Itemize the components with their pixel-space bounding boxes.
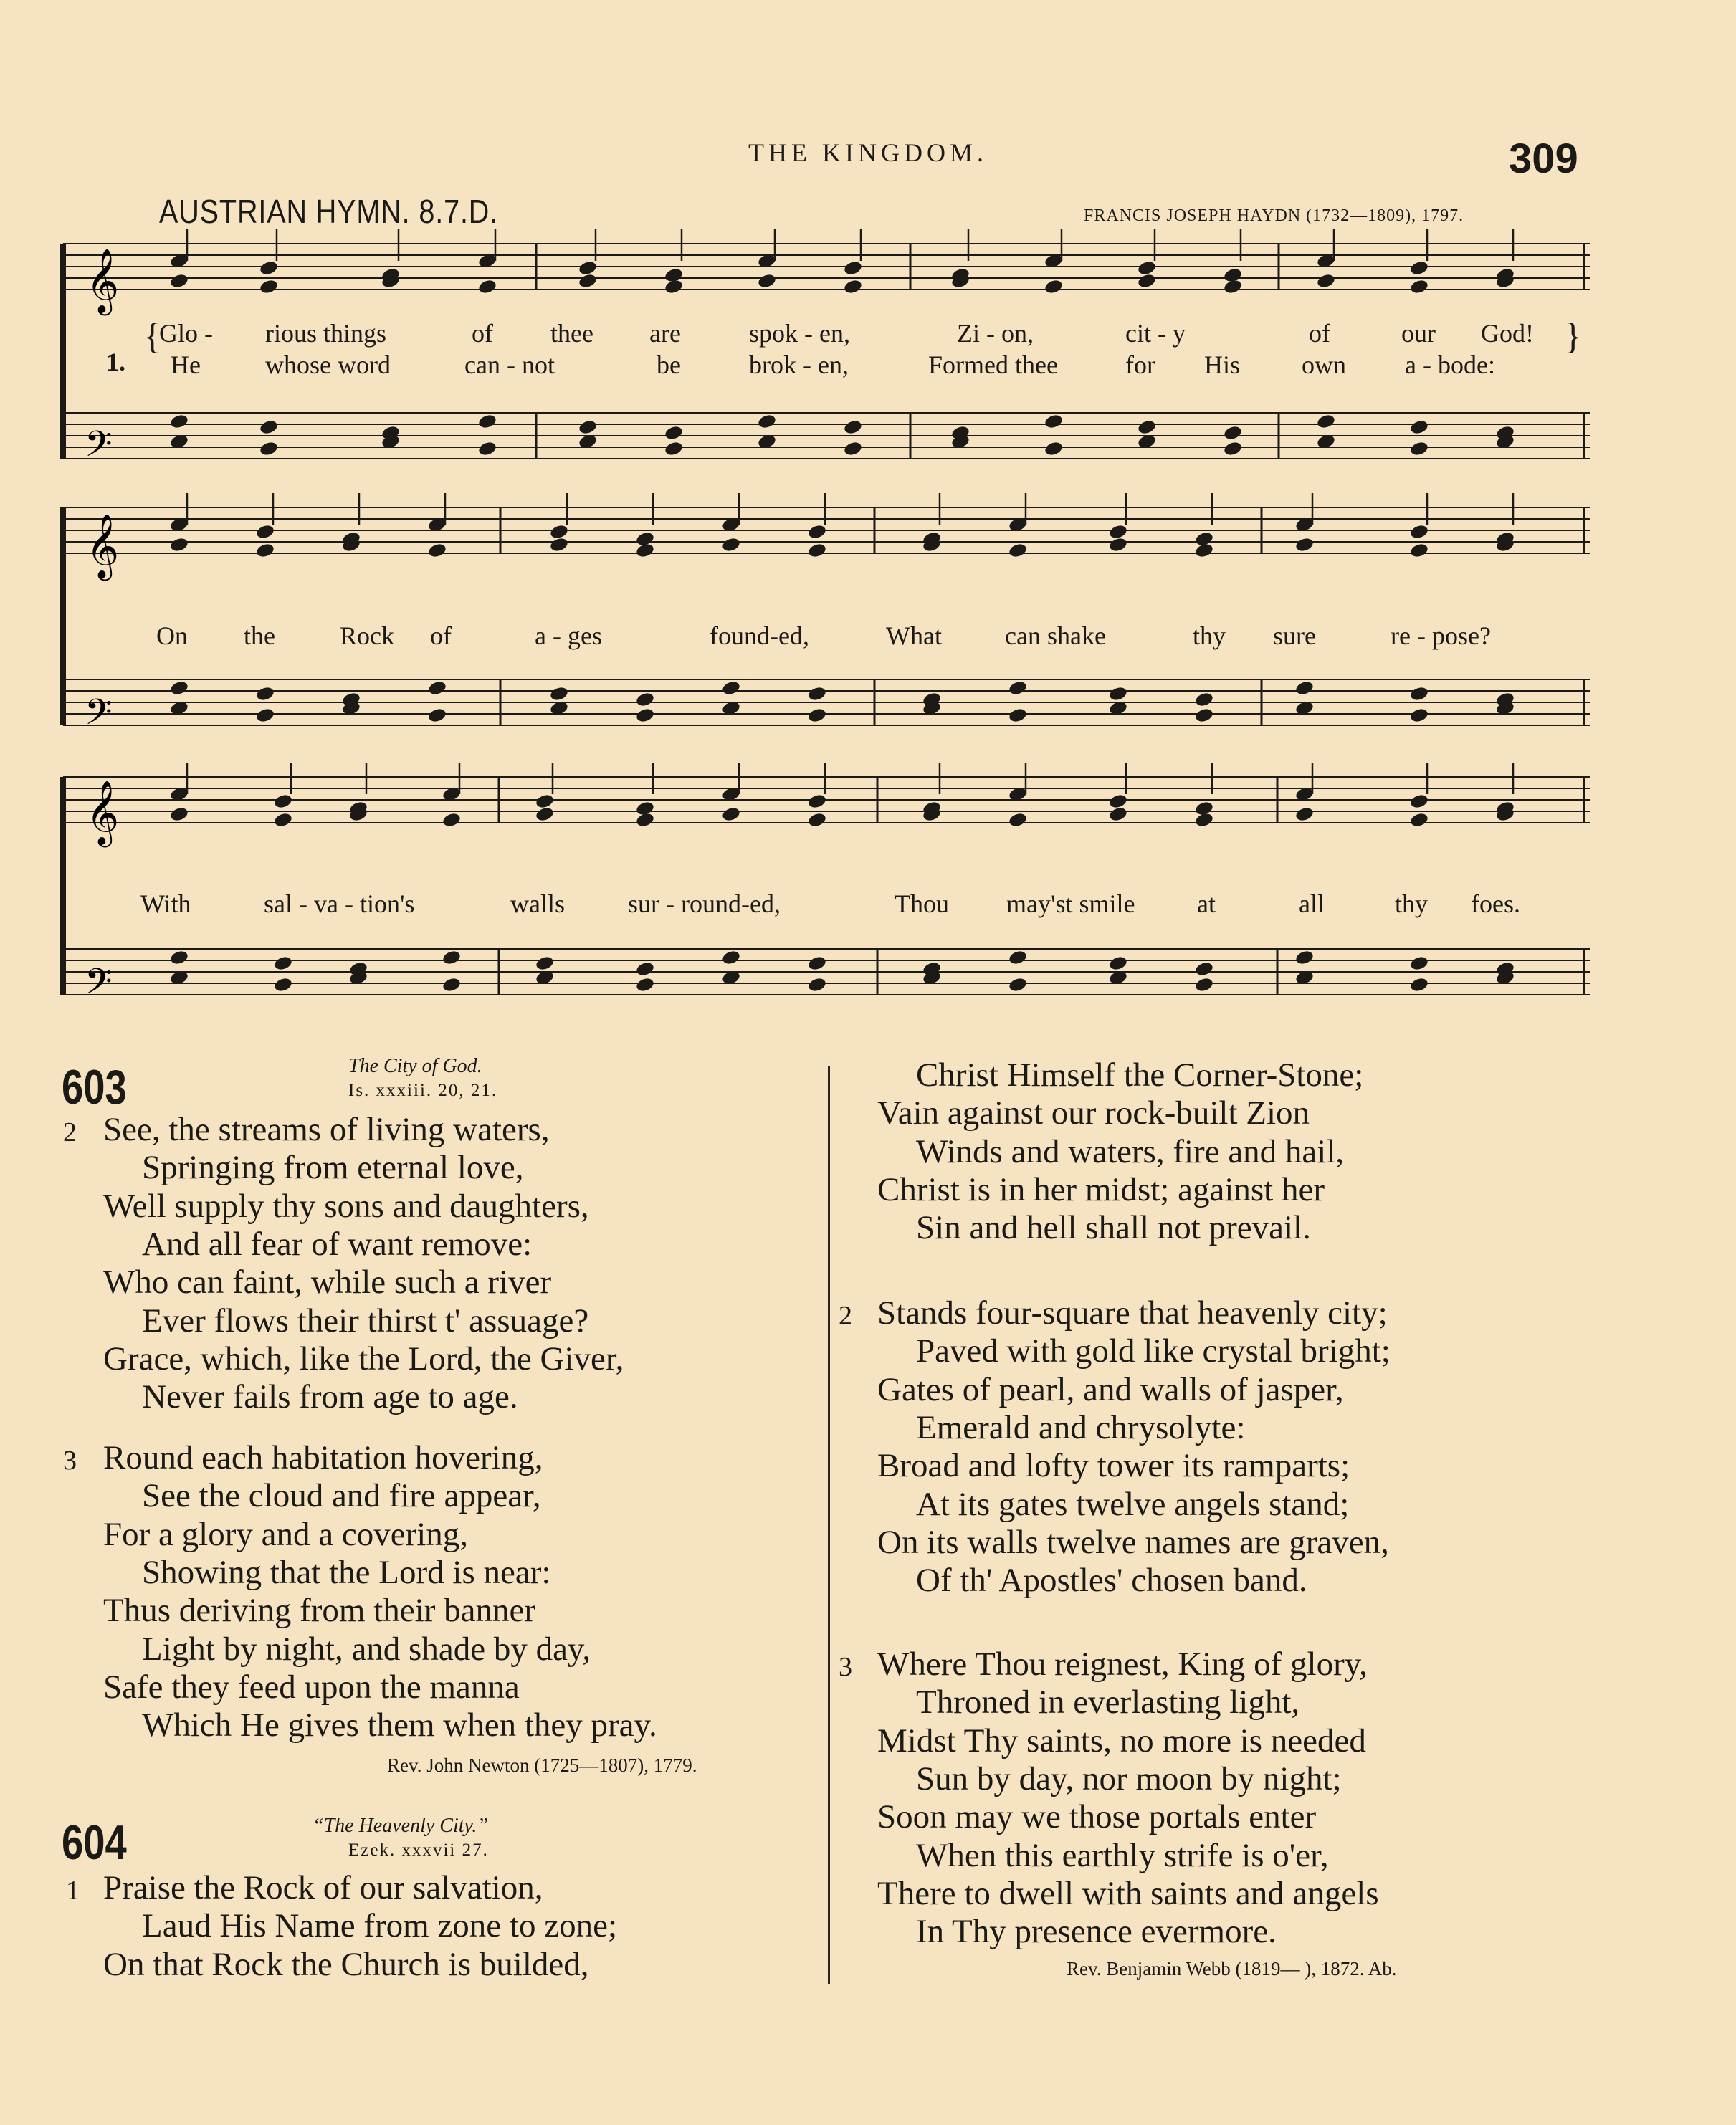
note-head: [535, 955, 555, 971]
page-number: 309: [1509, 135, 1578, 182]
verse-line: Throned in everlasting light,: [916, 1684, 1300, 1722]
hymn-title: The City of God.: [348, 1055, 482, 1077]
lyric-syllable: thy: [1193, 621, 1226, 650]
note-head: [1108, 806, 1128, 822]
note-head: [807, 542, 827, 558]
note-head: [442, 949, 462, 965]
note-head: [477, 278, 497, 295]
note-head: [1108, 536, 1128, 553]
verse-line: Emerald and chrysolyte:: [916, 1408, 1246, 1446]
lyric-syllable: On: [156, 621, 188, 650]
note-head: [635, 542, 655, 558]
note-head: [1409, 955, 1429, 971]
note-head: [1044, 413, 1064, 429]
composer-credit: FRANCIS JOSEPH HAYDN (1732—1809), 1797.: [1084, 206, 1464, 225]
lyric-syllable: of: [430, 621, 452, 650]
note-head: [807, 811, 827, 828]
note-head: [1294, 949, 1315, 965]
lyric-syllable: of: [1309, 319, 1330, 348]
verse-line: Christ Himself the Corner-Stone;: [916, 1056, 1364, 1094]
lyric-syllable: all: [1299, 889, 1325, 918]
note-head: [1409, 440, 1429, 457]
note-head: [169, 806, 189, 822]
verse-line: Laud His Name from zone to zone;: [142, 1907, 618, 1945]
note-head: [635, 691, 655, 707]
note-head: [721, 949, 741, 965]
note-head: [807, 793, 827, 809]
bass-clef-icon: 𝄢: [85, 961, 113, 1011]
note-head: [549, 536, 569, 553]
system-bracket: [60, 777, 66, 995]
note-head: [273, 811, 293, 828]
lyric-syllable: His: [1204, 350, 1241, 379]
verse-line: Safe they feed upon the manna: [103, 1668, 520, 1706]
note-head: [549, 523, 569, 540]
note-head: [807, 955, 827, 971]
note-head: [442, 976, 462, 993]
note-head: [721, 679, 741, 696]
note-head: [1194, 976, 1214, 993]
note-head: [843, 259, 863, 276]
note-head: [635, 960, 655, 977]
verse-line: Vain against our rock-built Zion: [877, 1094, 1310, 1132]
verse-line: Springing from eternal love,: [142, 1149, 524, 1187]
note-head: [1008, 707, 1028, 723]
note-head: [1044, 278, 1064, 295]
lyric-syllable: He: [171, 350, 201, 379]
lyric-syllable: cit - y: [1125, 319, 1186, 348]
verse-line: Midst Thy saints, no more is needed: [877, 1722, 1366, 1759]
note-head: [1316, 413, 1336, 429]
note-head: [1409, 523, 1429, 540]
note-head: [1409, 259, 1429, 276]
verse-line: On that Rock the Church is builded,: [103, 1945, 589, 1983]
verse-line: Christ is in her midst; against her: [877, 1170, 1325, 1208]
lyric-syllable: brok - en,: [749, 350, 849, 379]
note-head: [578, 272, 598, 289]
lyric-syllable: walls: [510, 889, 565, 918]
note-head: [664, 424, 684, 441]
lyric-syllable: can - not: [464, 350, 555, 379]
scripture-reference: Ezek. xxxvii 27.: [348, 1840, 489, 1860]
note-head: [721, 806, 741, 822]
note-head: [259, 440, 279, 457]
lyric-syllable: a - bode:: [1405, 350, 1495, 379]
lyric-syllable: sal - va - tion's: [264, 889, 415, 918]
note-head: [1223, 440, 1243, 457]
note-head: [1137, 259, 1157, 276]
verse-line: Paved with gold like crystal bright;: [916, 1332, 1391, 1370]
lyric-syllable: Glo -: [159, 319, 213, 348]
verse-line: In Thy presence evermore.: [916, 1913, 1277, 1951]
note-head: [442, 811, 462, 828]
note-head: [1294, 679, 1315, 696]
verse-line: Light by night, and shade by day,: [142, 1630, 591, 1668]
scripture-reference: Is. xxxiii. 20, 21.: [348, 1081, 498, 1100]
note-head: [1294, 536, 1315, 553]
verse-number: 2: [839, 1301, 852, 1331]
note-head: [477, 440, 497, 457]
note-head: [1409, 793, 1429, 809]
note-head: [807, 707, 827, 723]
note-head: [259, 278, 279, 295]
lyric-syllable: may'st smile: [1006, 889, 1135, 918]
note-head: [427, 679, 447, 696]
note-head: [169, 949, 189, 965]
verse-line: Sin and hell shall not prevail.: [916, 1209, 1311, 1247]
note-head: [273, 793, 293, 809]
verse-line: Grace, which, like the Lord, the Giver,: [103, 1340, 624, 1377]
lyric-syllable: the: [244, 621, 275, 650]
lyric-syllable: thy: [1395, 889, 1429, 918]
lyric-syllable: whose word: [265, 350, 391, 379]
note-head: [1194, 960, 1214, 977]
note-head: [255, 707, 275, 723]
note-head: [578, 419, 598, 435]
note-head: [1044, 440, 1064, 457]
verse-line: Gates of pearl, and walls of jasper,: [877, 1370, 1344, 1408]
hymn-number: 603: [62, 1060, 127, 1114]
note-head: [1008, 976, 1028, 993]
note-head: [259, 259, 279, 276]
verse-line: And all fear of want remove:: [142, 1225, 533, 1263]
verse-line: There to dwell with saints and angels: [877, 1874, 1379, 1912]
music-verse-number: 1.: [106, 348, 125, 376]
system-bracket: [60, 507, 66, 725]
note-head: [1409, 542, 1429, 558]
verse-line: See, the streams of living waters,: [103, 1111, 550, 1148]
system-bracket: [60, 244, 66, 459]
note-head: [477, 413, 497, 429]
note-head: [427, 707, 447, 723]
lyric-syllable: What: [886, 621, 942, 650]
note-head: [535, 806, 555, 822]
lyric-syllable: are: [649, 319, 681, 348]
treble-clef-icon: 𝄞: [86, 780, 120, 845]
note-head: [843, 419, 863, 435]
verse-line: Who can faint, while such a river: [103, 1264, 552, 1302]
note-head: [1409, 707, 1429, 723]
note-head: [1294, 806, 1315, 822]
verse-line: Ever flows their thirst t' assuage?: [142, 1302, 589, 1340]
lyric-syllable: for: [1125, 350, 1155, 379]
verse-line: At its gates twelve angels stand;: [916, 1485, 1350, 1523]
verse-line: Showing that the Lord is near:: [142, 1553, 551, 1591]
lyric-syllable: foes.: [1471, 889, 1520, 918]
verse-line: See the cloud and fire appear,: [142, 1477, 541, 1515]
note-head: [757, 413, 777, 429]
note-head: [255, 523, 275, 540]
lyric-syllable: at: [1197, 889, 1216, 918]
note-head: [1194, 707, 1214, 723]
lyric-syllable: sur - round-ed,: [628, 889, 781, 918]
note-head: [259, 419, 279, 435]
note-head: [1409, 811, 1429, 828]
column-divider: [828, 1066, 830, 1984]
note-head: [1008, 949, 1028, 965]
note-head: [1108, 685, 1128, 702]
hymn-attribution: Rev. John Newton (1725—1807), 1779.: [387, 1754, 697, 1776]
note-head: [427, 542, 447, 558]
lyric-syllable: Zi - on,: [957, 319, 1034, 348]
brace-close: }: [1564, 316, 1582, 357]
verse-line: Winds and waters, fire and hail,: [916, 1132, 1345, 1170]
note-head: [807, 685, 827, 702]
lyric-syllable: spok - en,: [749, 319, 850, 348]
note-head: [1194, 542, 1214, 558]
note-head: [635, 707, 655, 723]
verse-number: 2: [63, 1117, 77, 1147]
lyric-syllable: found-ed,: [710, 621, 809, 650]
verse-line: When this earthly strife is o'er,: [916, 1836, 1329, 1874]
lyric-syllable: rious things: [265, 319, 387, 348]
note-head: [1008, 542, 1028, 558]
verse-line: For a glory and a covering,: [103, 1515, 469, 1553]
verse-line: Well supply thy sons and daughters,: [103, 1187, 589, 1225]
running-head: THE KINGDOM.: [748, 138, 988, 167]
tune-name: AUSTRIAN HYMN. 8.7.D.: [159, 193, 499, 230]
note-head: [1409, 419, 1429, 435]
verse-line: Never fails from age to age.: [142, 1378, 518, 1416]
note-head: [1137, 419, 1157, 435]
note-head: [807, 523, 827, 540]
verse-line: Where Thou reignest, King of glory,: [877, 1646, 1368, 1683]
hymn-number: 604: [62, 1815, 127, 1870]
lyric-syllable: Formed thee: [928, 350, 1058, 379]
note-head: [273, 955, 293, 971]
lyric-syllable: can shake: [1005, 621, 1106, 650]
verse-number: 3: [63, 1446, 77, 1476]
verse-line: Stands four-square that heavenly city;: [877, 1294, 1388, 1332]
note-head: [807, 976, 827, 993]
note-head: [549, 685, 569, 702]
note-head: [1409, 685, 1429, 702]
hymn-attribution: Rev. Benjamin Webb (1819— ), 1872. Ab.: [1067, 1958, 1397, 1980]
note-head: [1108, 955, 1128, 971]
note-head: [169, 536, 189, 553]
verse-line: Soon may we those portals enter: [877, 1798, 1317, 1836]
note-head: [1409, 976, 1429, 993]
lyric-syllable: Rock: [340, 621, 394, 650]
treble-clef-icon: 𝄞: [86, 249, 120, 313]
note-head: [169, 679, 189, 696]
lyric-syllable: our: [1401, 319, 1436, 348]
verse-line: Praise the Rock of our salvation,: [103, 1869, 543, 1906]
hymn-title: “The Heavenly City.”: [313, 1815, 488, 1837]
verse-line: Broad and lofty tower its ramparts;: [877, 1447, 1350, 1485]
note-head: [1008, 811, 1028, 828]
note-head: [843, 278, 863, 295]
treble-clef-icon: 𝄞: [86, 514, 120, 578]
note-head: [1316, 272, 1336, 289]
note-head: [664, 440, 684, 457]
verse-line: Of th' Apostles' chosen band.: [916, 1562, 1307, 1600]
bass-clef-icon: 𝄢: [85, 692, 113, 742]
lyric-syllable: own: [1302, 350, 1346, 379]
note-head: [1108, 523, 1128, 540]
lyric-syllable: of: [472, 319, 493, 348]
brace-open: {: [143, 316, 161, 357]
note-head: [721, 536, 741, 553]
note-head: [1194, 811, 1214, 828]
lyric-syllable: re - pose?: [1391, 621, 1491, 650]
note-head: [1409, 278, 1429, 295]
note-head: [1137, 272, 1157, 289]
verse-line: Sun by day, nor moon by night;: [916, 1759, 1342, 1797]
note-head: [169, 272, 189, 289]
lyric-syllable: Thou: [895, 889, 949, 918]
verse-number: 1: [66, 1876, 80, 1906]
note-head: [1194, 691, 1214, 707]
note-head: [169, 413, 189, 429]
note-head: [578, 259, 598, 276]
verse-number: 3: [839, 1652, 852, 1682]
bass-clef-icon: 𝄢: [85, 424, 113, 474]
music-score: [0, 0, 1736, 1025]
note-head: [843, 440, 863, 457]
note-head: [757, 272, 777, 289]
lyric-syllable: be: [657, 350, 681, 379]
verse-line: Round each habitation hovering,: [103, 1439, 543, 1476]
note-head: [535, 793, 555, 809]
lyric-syllable: sure: [1273, 621, 1316, 650]
note-head: [635, 976, 655, 993]
note-head: [635, 811, 655, 828]
note-head: [273, 976, 293, 993]
note-head: [1008, 679, 1028, 696]
lyric-syllable: God!: [1481, 319, 1534, 348]
note-head: [1108, 793, 1128, 809]
note-head: [255, 542, 275, 558]
note-head: [664, 278, 684, 295]
verse-line: On its walls twelve names are graven,: [877, 1523, 1389, 1561]
note-head: [1223, 424, 1243, 441]
verse-line: Thus deriving from their banner: [103, 1592, 535, 1630]
lyric-syllable: thee: [550, 319, 593, 348]
lyric-syllable: With: [140, 889, 191, 918]
verse-line: Which He gives them when they pray.: [142, 1706, 657, 1744]
note-head: [255, 685, 275, 702]
lyric-syllable: a - ges: [535, 621, 602, 650]
note-head: [1223, 278, 1243, 295]
